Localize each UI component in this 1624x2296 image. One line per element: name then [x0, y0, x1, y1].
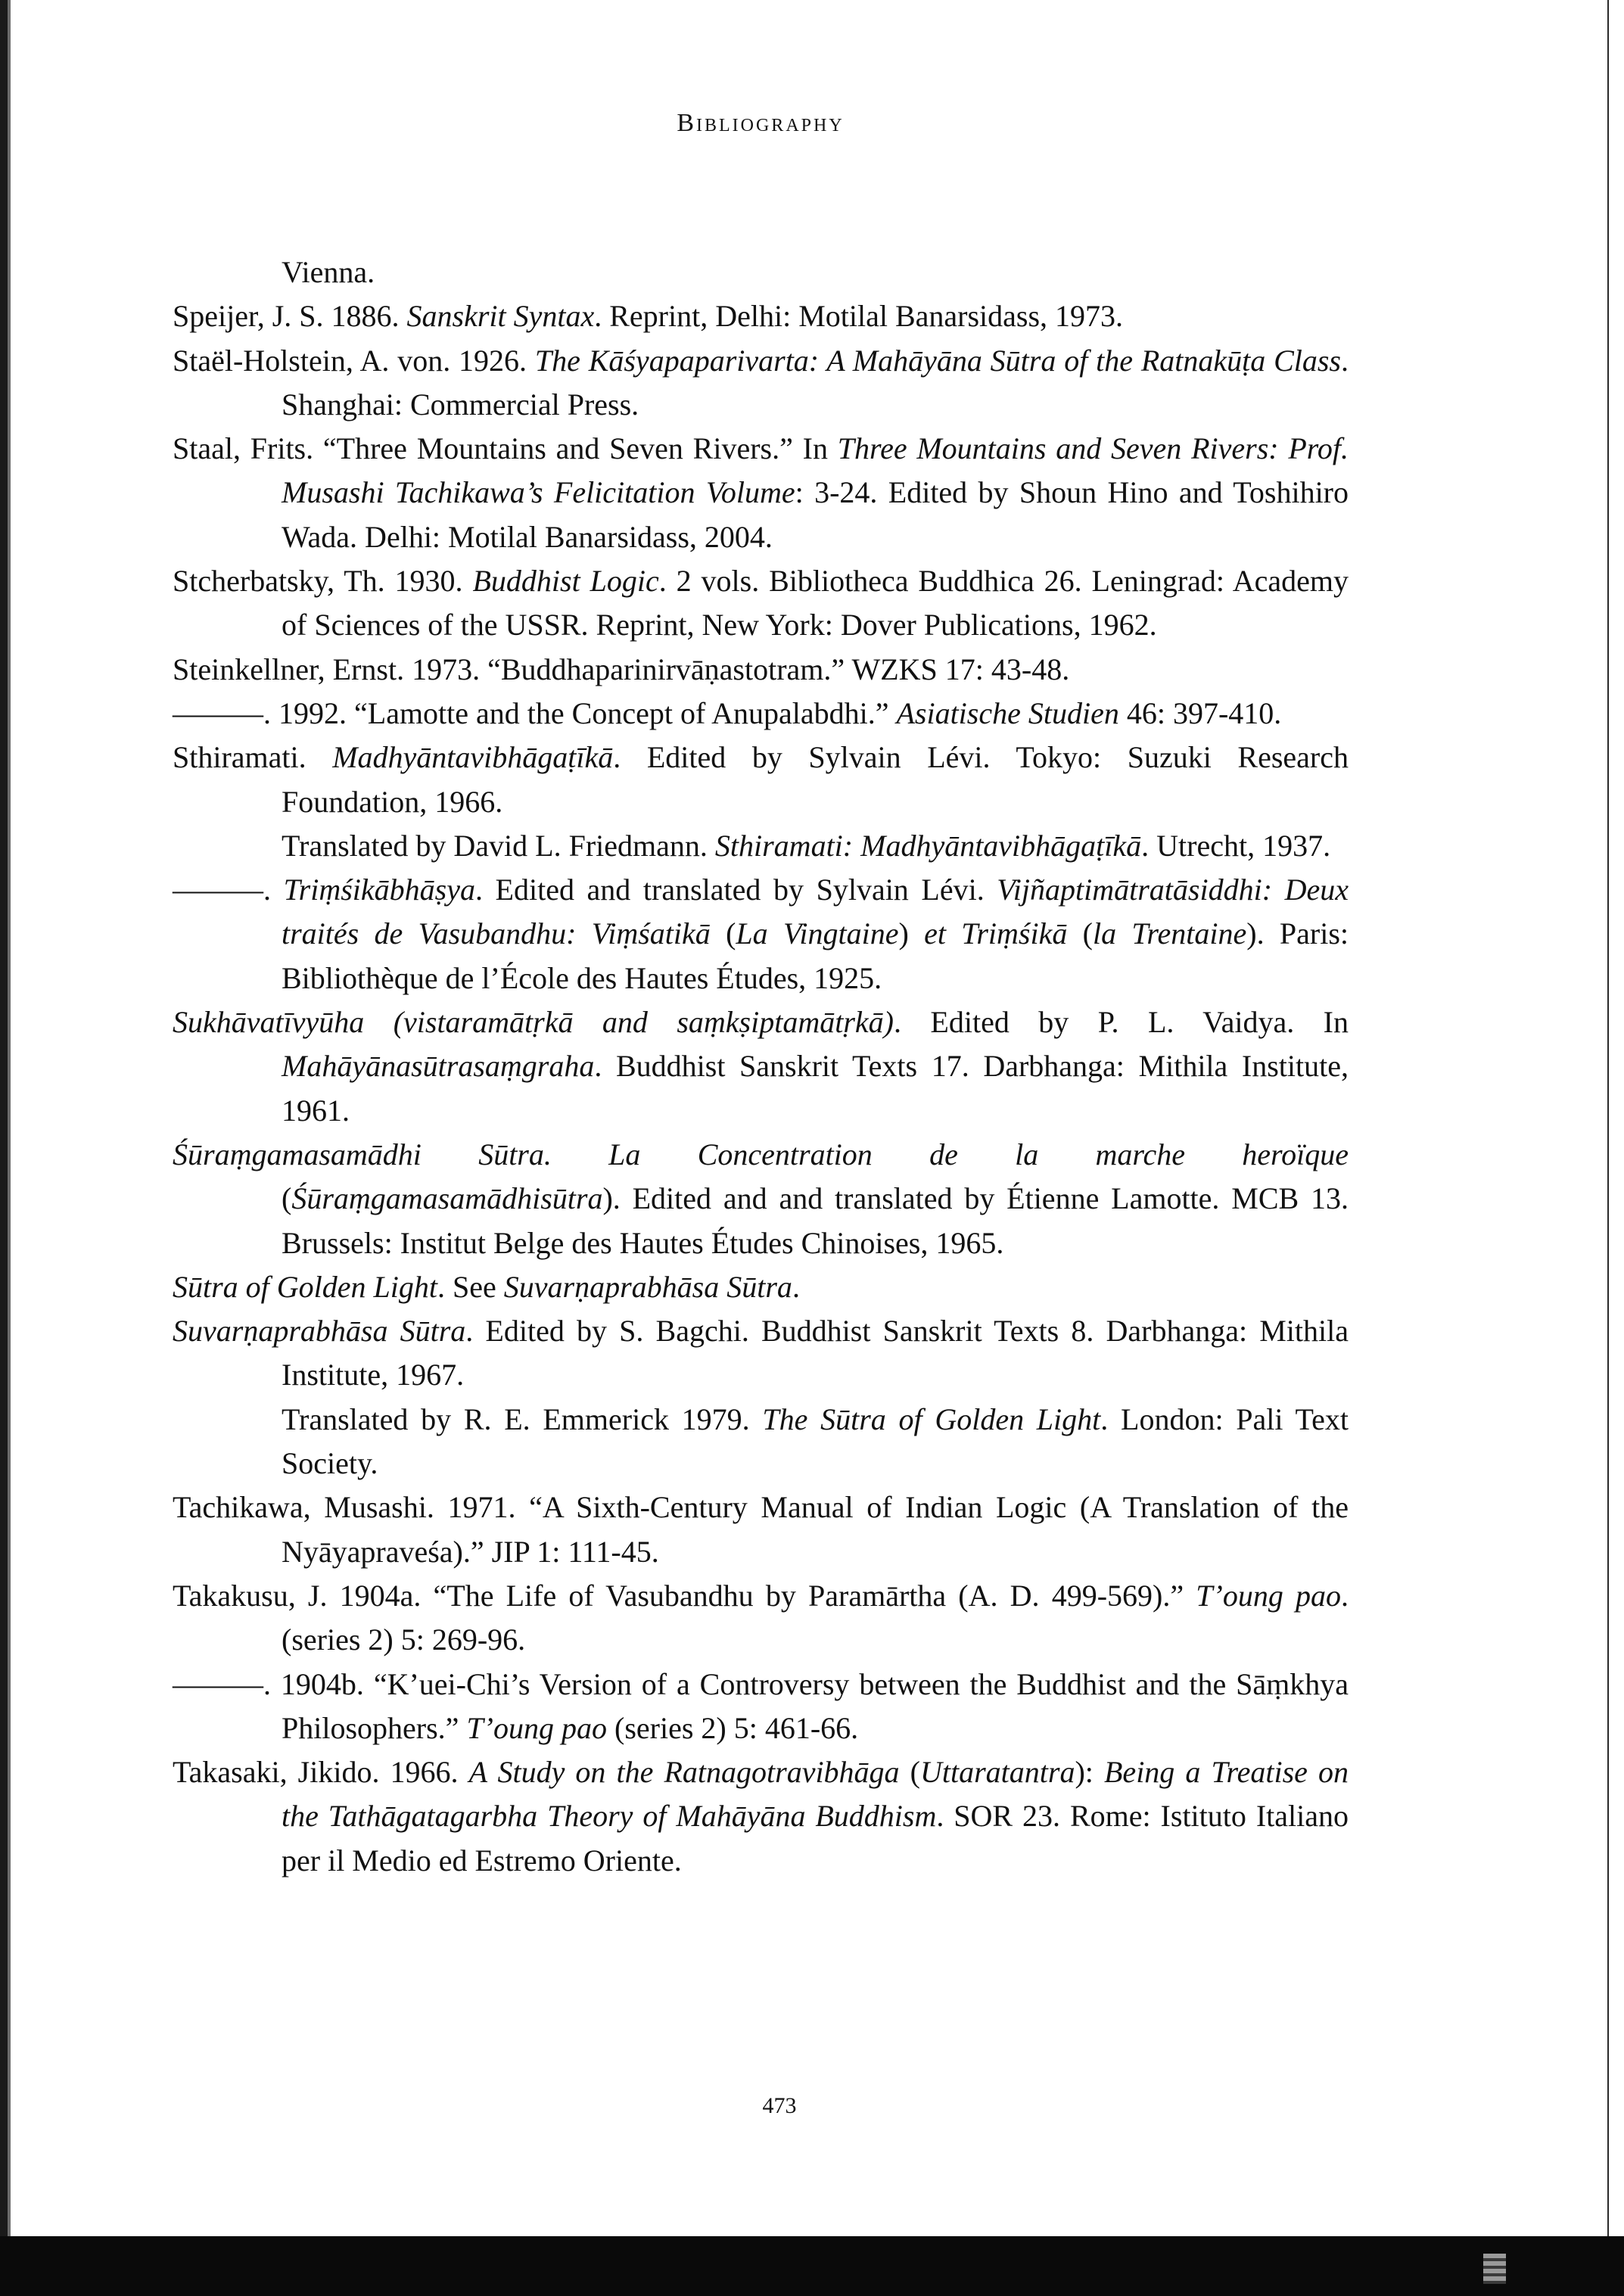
entry-takasaki: Takasaki, Jikido. 1966. A Study on the Ratnagotravibhāga (Uttaratantra): Being a Treatise on the Tathāgatagarbha Theory of Mahāyāna Buddhism. SOR 23. Rome: Istituto Italiano per il Medio ed Estremo Oriente.: [173, 1755, 1349, 1878]
entry-takakusu-1904b: ———. 1904b. “K’uei-Chi’s Version of a Controversy between the Buddhist and the Sāṃkhya Philosophers.” T’oung pao (series 2) 5: 461-66.: [173, 1666, 1349, 1745]
entry-suvarnaprabhasa-translation: Translated by R. E. Emmerick 1979. The Sūtra of Golden Light. London: Pali Text Society.: [282, 1402, 1349, 1481]
bibliography-list: [173, 250, 1349, 1883]
scan-binding-shadow: [8, 0, 11, 2240]
entry-takakusu-1904a: Takakusu, J. 1904a. “The Life of Vasubandhu by Paramārtha (A. D. 499-569).” T’oung pao. (series 2) 5: 269-96.: [173, 1578, 1349, 1657]
entry-stcherbatsky: Stcherbatsky, Th. 1930. Buddhist Logic. 2 vols. Bibliotheca Buddhica 26. Leningrad: Academy of Sciences of the USSR. Reprint, New York: Dover Publications, 1962.: [173, 564, 1349, 642]
entry-sthiramati: Sthiramati. Madhyāntavibhāgaṭīkā. Edited by Sylvain Lévi. Tokyo: Suzuki Research Foundation, 1966.: [173, 740, 1349, 819]
entry-suramgamasamadhi: Śūraṃgamasamādhi Sūtra. La Concentration de la marche heroïque (Śūraṃgamasamādhisūtra). Edited and and translated by Étienne Lamotte. MCB 13. Brussels: Institut Belge des Hautes Études Chinoises, 1965.: [173, 1137, 1349, 1260]
continuation-line: Vienna.: [282, 255, 375, 289]
entry-tachikawa: Tachikawa, Musashi. 1971. “A Sixth-Century Manual of Indian Logic (A Translation of the Nyāyapraveśa).” JIP 1: 111-45.: [173, 1490, 1349, 1569]
scan-bottom-border: [0, 2236, 1624, 2296]
entry-suvarnaprabhasa: Suvarṇaprabhāsa Sūtra. Edited by S. Bagchi. Buddhist Sanskrit Texts 8. Darbhanga: Mithila Institute, 1967.: [173, 1314, 1349, 1392]
entry-sukhavativyuha: Sukhāvatīvyūha (vistaramātṛkā and saṃkṣiptamātṛkā). Edited by P. L. Vaidya. In Mahāyānasūtrasaṃgraha. Buddhist Sanskrit Texts 17. Darbhanga: Mithila Institute, 1961.: [173, 1005, 1349, 1128]
entry-staal: Staal, Frits. “Three Mountains and Seven Rivers.” In Three Mountains and Seven Rivers: Prof. Musashi Tachikawa’s Felicitation Volume: 3-24. Edited by Shoun Hino and Toshihiro Wada. Delhi: Motilal Banarsidass, 2004.: [173, 431, 1349, 554]
entry-sutra-of-golden-light: Sūtra of Golden Light. See Suvarṇaprabhāsa Sūtra.: [173, 1269, 800, 1304]
entry-trimsikabhasya: ———. Triṃśikābhāṣya. Edited and translated by Sylvain Lévi. Vijñaptimātratāsiddhi: Deux traités de Vasubandhu: Viṃśatikā (La Vingtaine) et Triṃśikā (la Trentaine). Paris: Bibliothèque de l’École des Hautes Études, 1925.: [173, 873, 1349, 995]
entry-steinkellner-1973: Steinkellner, Ernst. 1973. “Buddhaparinirvāṇastotram.” WZKS 17: 43-48.: [173, 652, 1070, 686]
scan-page-edge: [1607, 0, 1609, 2240]
entry-stael-holstein: Staël-Holstein, A. von. 1926. The Kāśyapaparivarta: A Mahāyāna Sūtra of the Ratnakūṭa Class. Shanghai: Commercial Press.: [173, 343, 1349, 422]
page-number: 473: [762, 2093, 797, 2118]
scan-corner-mark: [1483, 2254, 1506, 2284]
entry-sthiramati-translation: Translated by David L. Friedmann. Sthiramati: Madhyāntavibhāgaṭīkā. Utrecht, 1937.: [282, 828, 1331, 863]
running-head: Bibliography: [677, 109, 845, 137]
entry-steinkellner-1992: ———. 1992. “Lamotte and the Concept of Anupalabdhi.” Asiatische Studien 46: 397-410.: [173, 695, 1282, 730]
scan-binding-edge: [0, 0, 8, 2240]
entry-speijer: Speijer, J. S. 1886. Sanskrit Syntax. Reprint, Delhi: Motilal Banarsidass, 1973.: [173, 299, 1124, 334]
